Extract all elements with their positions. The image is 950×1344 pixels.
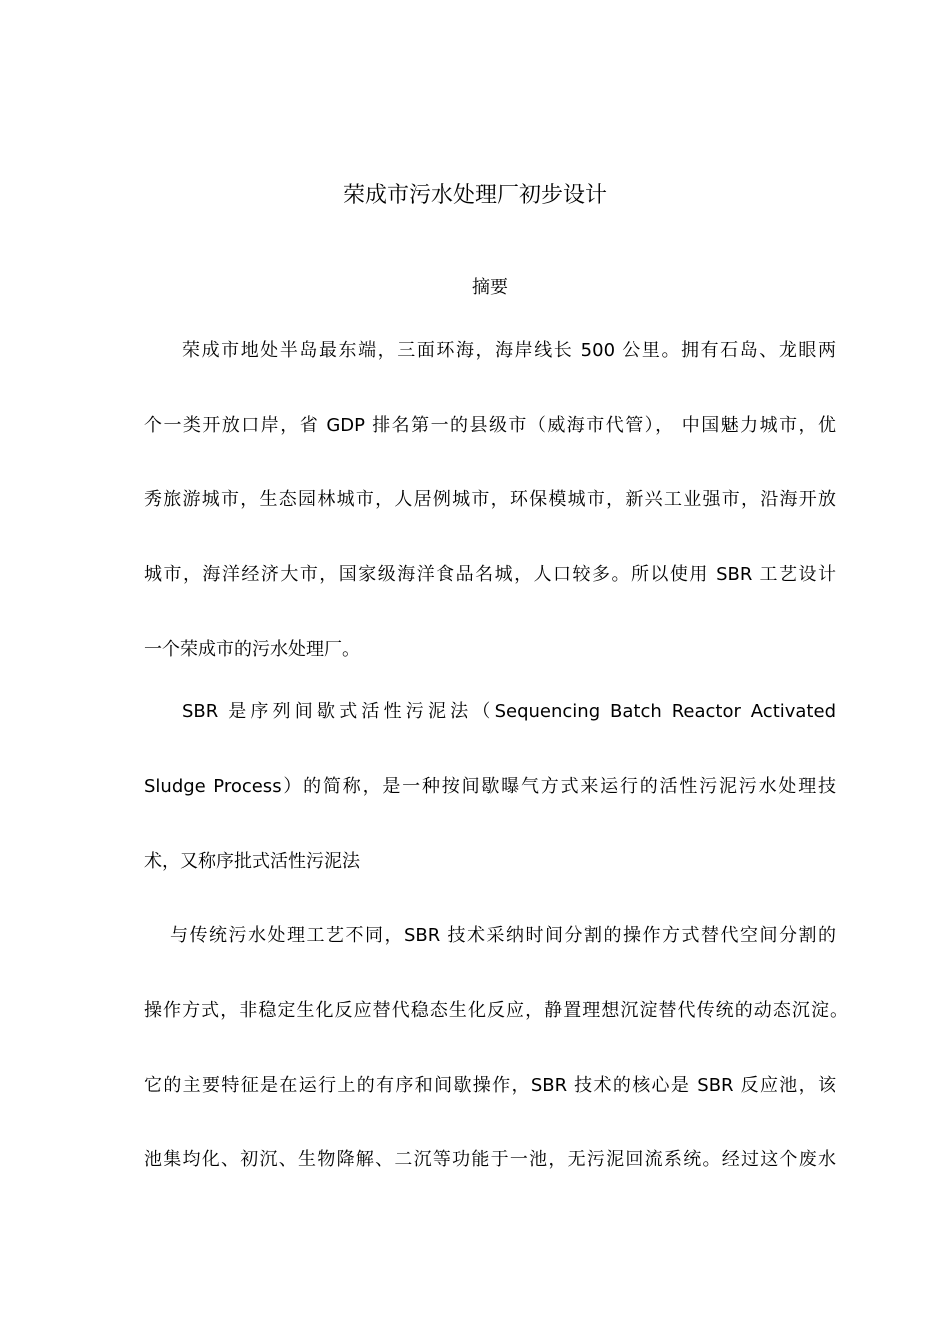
paragraph-line: Sludge Process）的简称，是一种按间歇曝气方式来运行的活性污泥污水处理技 bbox=[144, 776, 836, 797]
paragraph-line: 荣成市地处半岛最东端，三面环海，海岸线长 500 公里。拥有石岛、龙眼两 bbox=[182, 340, 836, 361]
paragraph-line: 池集均化、初沉、生物降解、二沉等功能于一池，无污泥回流系统。经过这个废水 bbox=[144, 1149, 836, 1170]
paragraph-line: 与传统污水处理工艺不同，SBR 技术采纳时间分割的操作方式替代空间分割的 bbox=[170, 925, 836, 946]
paragraph-line: 城市，海洋经济大市，国家级海洋食品名城，人口较多。所以使用 SBR 工艺设计 bbox=[144, 564, 836, 585]
paragraph-line: 一个荣成市的污水处理厂。 bbox=[144, 639, 360, 660]
document-title: 荣成市污水处理厂初步设计 bbox=[342, 183, 607, 208]
paragraph-line: 个一类开放口岸，省 GDP 排名第一的县级市（威海市代管）， 中国魅力城市，优 bbox=[144, 415, 836, 436]
paragraph-line: 它的主要特征是在运行上的有序和间歇操作，SBR 技术的核心是 SBR 反应池，该 bbox=[144, 1075, 836, 1096]
paragraph-line: 秀旅游城市，生态园林城市，人居例城市，环保模城市，新兴工业强市，沿海开放 bbox=[144, 489, 836, 510]
paragraph-line: SBR 是序列间歇式活性污泥法（Sequencing Batch Reactor Activated bbox=[182, 701, 836, 722]
paragraph-line: 术，又称序批式活性污泥法 bbox=[144, 851, 360, 872]
paragraph-line: 操作方式，非稳定生化反应替代稳态生化反应，静置理想沉淀替代传统的动态沉淀。 bbox=[144, 1000, 848, 1021]
abstract-heading: 摘要 bbox=[472, 277, 508, 298]
